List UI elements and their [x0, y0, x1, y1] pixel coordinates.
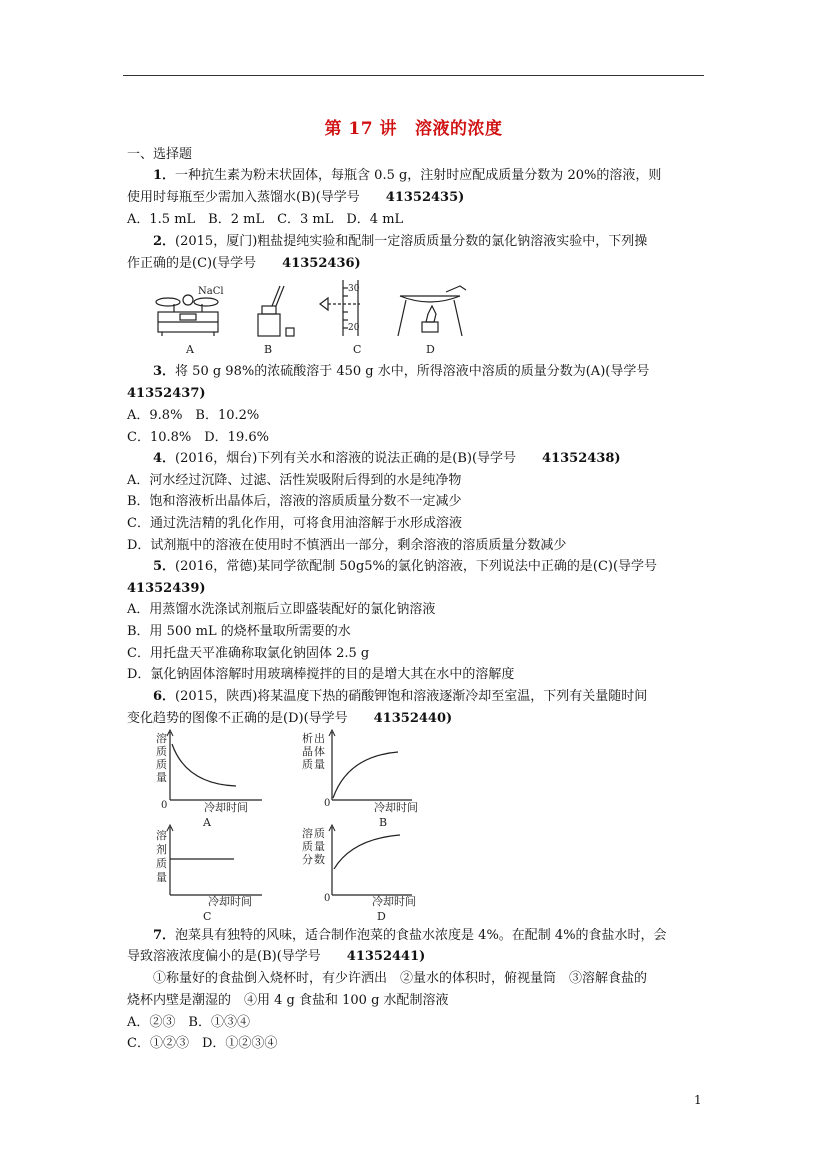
- graph-d-ylabel-4: 量: [314, 840, 325, 853]
- q6-line2: [127, 709, 452, 729]
- graph-b-origin: 0: [324, 798, 331, 809]
- q5-option-d: D．氯化钠固体溶解时用玻璃棒搅拌的目的是增大其在水中的溶解度: [127, 667, 515, 682]
- graph-b-ylabel-4: 体: [314, 745, 325, 758]
- q3-line1: [153, 362, 649, 382]
- q2-code: 41352436): [282, 256, 361, 271]
- graph-d-origin: 0: [324, 893, 331, 904]
- cylinder-mark-20: 20: [348, 323, 360, 333]
- page-title: [0, 114, 827, 139]
- q3-options2: C．10.8% D．19.6%: [127, 430, 269, 445]
- q4-option-b: B．饱和溶液析出晶体后，溶液的溶质质量分数不一定减少: [127, 494, 462, 509]
- graph-b-ylabel-3: 晶: [302, 745, 313, 758]
- page-number: 1: [694, 1093, 702, 1107]
- q2-line2: [127, 254, 361, 274]
- graph-a-ylabel-1: 溶: [156, 732, 167, 745]
- q7-line1: [153, 926, 667, 946]
- q3-code: 41352437): [127, 386, 206, 401]
- q3-number: 3．: [153, 364, 176, 379]
- q6-line1: [153, 687, 647, 707]
- q6-graph-d: [302, 825, 416, 925]
- q7-line3: ①称量好的食盐倒入烧杯时，有少许洒出 ②量水的体积时，俯视量筒 ③溶解食盐的: [153, 971, 648, 986]
- q6-code: 41352440): [373, 711, 453, 726]
- graph-b-ylabel-5: 质: [302, 758, 313, 771]
- cylinder-mark-30: 30: [348, 284, 360, 294]
- q4-code: 41352438): [542, 451, 621, 466]
- graph-c-ylabel-1: 溶: [156, 829, 167, 842]
- q5-text1: (2016，常德)某同学欲配制 50g5%的氯化钠溶液，下列说法中正确的是(C)(导学号: [175, 559, 658, 574]
- graph-a-ylabel-3: 质: [156, 758, 167, 771]
- graph-d-xlabel: 冷却时间: [372, 895, 416, 908]
- q1-number: 1．: [153, 168, 176, 183]
- graph-c-label: C: [203, 910, 212, 923]
- balance-icon: [156, 295, 218, 336]
- q2-text2: 作正确的是(C)(导学号: [127, 256, 257, 271]
- q5-option-a: A．用蒸馏水洗涤试剂瓶后立即盛装配好的氯化钠溶液: [127, 602, 436, 617]
- q7-line4: 烧杯内壁是潮湿的 ④用 4 g 食盐和 100 g 水配制溶液: [127, 993, 449, 1008]
- graph-c-xlabel: 冷却时间: [208, 895, 252, 908]
- graph-c-ylabel-4: 量: [156, 871, 167, 884]
- lecture-topic: 溶液的浓度: [415, 119, 503, 139]
- q2-text1: (2015，厦门)粗盐提纯实验和配制一定溶质质量分数的氯化钠溶液实验中，下列操: [175, 234, 648, 249]
- q4-text1: (2016，烟台)下列有关水和溶液的说法正确的是(B)(导学号: [175, 451, 517, 466]
- q2-apparatus-figure: [150, 278, 470, 358]
- q6-text2: 变化趋势的图像不正确的是(D)(导学号: [127, 711, 348, 726]
- q7-code: 41352441): [346, 949, 426, 964]
- graph-a-label: A: [203, 816, 211, 829]
- q4-option-a: A．河水经过沉降、过滤、活性炭吸附后得到的水是纯净物: [127, 473, 462, 488]
- q2-number: 2．: [153, 234, 176, 249]
- graph-d-ylabel-2: 质: [314, 827, 325, 840]
- graph-a-xlabel: 冷却时间: [204, 801, 248, 814]
- graph-d-curve: [334, 835, 400, 869]
- graph-d-ylabel-5: 分: [302, 853, 313, 866]
- q2-line1: [153, 232, 647, 252]
- section-heading: 一、选择题: [127, 147, 193, 162]
- q7-number: 7．: [153, 928, 176, 943]
- q5-number: 5．: [153, 559, 176, 574]
- q4-number: 4．: [153, 451, 176, 466]
- graph-b-xlabel: 冷却时间: [374, 801, 418, 814]
- q6-graph-a: [152, 730, 262, 830]
- graph-b-curve: [333, 752, 398, 798]
- q6-graph-b: [302, 730, 418, 830]
- q1-line1: [153, 166, 661, 186]
- figure-label-a: A: [186, 343, 194, 356]
- q4-line1: [153, 449, 621, 469]
- q1-text1: 一种抗生素为粉末状固体，每瓶含 0.5 g，注射时应配成质量分数为 20%的溶液，则: [175, 168, 662, 183]
- graph-a-curve: [172, 744, 236, 786]
- q1-line2: [127, 188, 464, 208]
- figure-label-b: B: [264, 343, 273, 356]
- graph-c-ylabel-2: 剂: [156, 843, 167, 856]
- q7-options2: C．①②③ D．①②③④: [127, 1036, 278, 1051]
- figure-label-c: C: [353, 343, 362, 356]
- q3-text1: 将 50 g 98%的浓硫酸溶于 450 g 水中，所得溶液中溶质的质量分数为(A)(导学号: [175, 364, 650, 379]
- q4-option-c: C．通过洗洁精的乳化作用，可将食用油溶解于水形成溶液: [127, 516, 462, 531]
- q5-option-b: B．用 500 mL 的烧杯量取所需要的水: [127, 624, 351, 639]
- q6-text1: (2015，陕西)将某温度下热的硝酸钾饱和溶液逐渐冷却至室温，下列有关量随时间: [175, 689, 648, 704]
- q5-code: 41352439): [127, 581, 206, 596]
- graph-b-ylabel-6: 量: [314, 758, 325, 771]
- q6-graph-c: [152, 825, 262, 925]
- reagent-bottle-icon: [258, 286, 294, 336]
- q5-line1: [153, 557, 657, 577]
- q4-option-d: D．试剂瓶中的溶液在使用时不慎洒出一部分，剩余溶液的溶质质量分数减少: [127, 538, 567, 553]
- graph-d-ylabel-1: 溶: [302, 827, 313, 840]
- q1-text2: 使用时每瓶至少需加入蒸馏水(B)(导学号: [127, 190, 360, 205]
- q1-options: A．1.5 mL B．2 mL C．3 mL D．4 mL: [127, 212, 404, 227]
- figure-label-d: D: [426, 343, 435, 356]
- q1-code: 41352435): [385, 190, 465, 205]
- graph-b-ylabel-2: 出: [314, 732, 325, 745]
- graph-d-label: D: [377, 910, 386, 923]
- graph-a-ylabel-4: 量: [156, 771, 167, 784]
- graph-c-ylabel-3: 质: [156, 857, 167, 870]
- nacl-label: NaCl: [198, 286, 224, 297]
- q5-option-c: C．用托盘天平准确称取氯化钠固体 2.5 g: [127, 646, 370, 661]
- graph-b-ylabel-1: 析: [302, 732, 313, 745]
- q7-text1: 泡菜具有独特的风味，适合制作泡菜的食盐水浓度是 4%。在配制 4%的食盐水时，会: [175, 928, 667, 943]
- q7-line2: [127, 947, 425, 967]
- graph-a-origin: 0: [161, 800, 168, 811]
- lecture-number: 第 17 讲: [324, 119, 397, 139]
- graph-d-ylabel-6: 数: [314, 853, 325, 866]
- q7-options1: A．②③ B．①③④: [127, 1015, 250, 1030]
- q7-text2: 导致溶液浓度偏小的是(B)(导学号: [127, 949, 321, 964]
- graph-d-ylabel-3: 质: [302, 840, 313, 853]
- evaporation-stand-icon: [398, 286, 466, 336]
- graph-a-ylabel-2: 质: [156, 745, 167, 758]
- q6-number: 6．: [153, 689, 176, 704]
- q3-options1: A．9.8% B．10.2%: [127, 408, 260, 423]
- graph-b-label: B: [379, 816, 388, 829]
- header-rule: [123, 75, 704, 76]
